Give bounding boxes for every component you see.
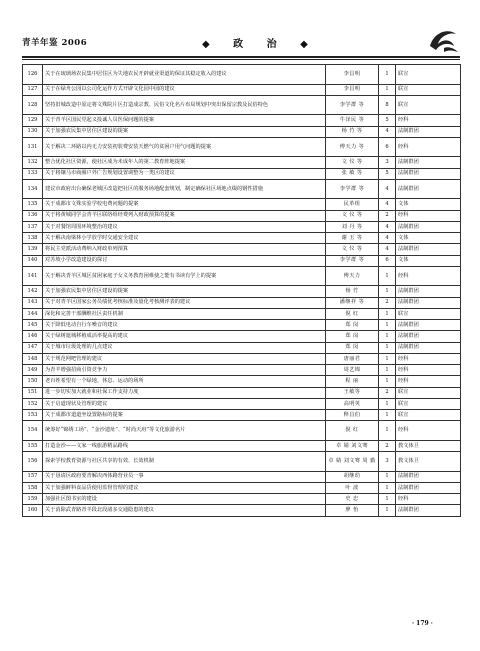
proposer: 高明英: [326, 398, 379, 409]
handling-category: 经科: [396, 421, 461, 441]
proposal-title: 坚持旧城改造中原定将文殊院片区打造成宗教、民俗文化名片布局规划中突出保留宗教及民俗特色: [43, 95, 326, 115]
proposer: 杨 竹 等: [326, 126, 379, 137]
proposer: 杨 竹: [326, 286, 379, 297]
proposal-title: 统筹好“锦绣工场”、“金沙遗址”、“时尚天府”等文化旅游名片: [43, 421, 326, 441]
proposal-title: 关于降低电动自行车噪音的建议: [43, 320, 326, 331]
table-row: [23, 266, 461, 286]
row-number: 157: [23, 471, 43, 482]
proposal-title: 关于加强农民集中居住区建设的提案: [43, 126, 326, 137]
table-row: [23, 297, 461, 308]
table-row: [23, 255, 461, 266]
handling-category: 联宣: [396, 410, 461, 421]
proposal-title: 整合优化社区资源，使社区成为未成年人的第二教育阵地提案: [43, 157, 326, 168]
row-number: 149: [23, 365, 43, 376]
proposal-title: 关于对青羊区国家公务员绩优考核标准及量化考核测评表的建议: [43, 297, 326, 308]
proposer: 傅天力: [326, 266, 379, 286]
table-row: [23, 157, 461, 168]
signer-count: 2: [379, 297, 396, 308]
handling-category: 经科: [396, 376, 461, 387]
proposer: 郑 闵: [326, 342, 379, 353]
proposer: 卓 婧 刘文骞: [326, 440, 379, 451]
row-number: 128: [23, 95, 43, 115]
proposal-title: 关于启道现状及管理的建议: [43, 398, 326, 409]
handling-category: 联宣: [396, 398, 461, 409]
table-row: [23, 308, 461, 319]
handling-category: 法制群团: [396, 482, 461, 493]
table-row: [23, 353, 461, 364]
signer-count: 8: [379, 95, 396, 115]
table-row: [23, 331, 461, 342]
handling-category: 法制群团: [396, 471, 461, 482]
signer-count: 6: [379, 255, 396, 266]
table-row: [23, 452, 461, 472]
signer-count: 1: [379, 266, 396, 286]
signer-count: 1: [379, 84, 396, 95]
section-title: ◆ 政 治 ◆: [202, 39, 318, 50]
handling-category: 法制群团: [396, 297, 461, 308]
handling-category: 法制群团: [396, 342, 461, 353]
handling-category: 联宣: [396, 65, 461, 85]
table-row: [23, 210, 461, 221]
row-number: 150: [23, 376, 43, 387]
proposer: 张 敏 等: [326, 168, 379, 179]
row-number: 130: [23, 126, 43, 137]
row-number: 151: [23, 387, 43, 398]
proposer: 周艺锦: [326, 365, 379, 376]
proposal-title: 关于在绿舟公园以公司化运作方式开辟文化园中园的建议: [43, 84, 326, 95]
table-row: [23, 137, 461, 157]
row-number: 141: [23, 266, 43, 286]
handling-category: 文体: [396, 199, 461, 210]
handling-category: 文体: [396, 233, 461, 244]
handling-category: 教文体卫: [396, 452, 461, 472]
proposal-title: 关于对餐馆周围环境整治的建议: [43, 221, 326, 232]
proposer: 卓 婧 刘文骞 周 勤: [326, 452, 379, 472]
handling-category: 联宣: [396, 387, 461, 398]
handling-category: 经科: [396, 494, 461, 505]
proposer: 叶 波: [326, 482, 379, 493]
proposal-title: 探索学校教育资源与社区共享的有效、长效机制: [43, 452, 326, 472]
proposer: 倪 红: [326, 308, 379, 319]
proposer: 廖 怡: [326, 505, 379, 516]
proposal-title: 关于城市垃圾处理的几点建议: [43, 342, 326, 353]
proposer: 程 丽: [326, 376, 379, 387]
handling-category: 经科: [396, 266, 461, 286]
proposal-title: 关于将黄城同学会青羊区联络组经费列入财政预算的提案: [43, 210, 326, 221]
proposal-title: 关于解决二环路以内无力安装初装费安装天燃气的贫困户用气问题的提案: [43, 137, 326, 157]
table-row: [23, 398, 461, 409]
row-number: 153: [23, 410, 43, 421]
handling-category: 教文体卫: [396, 440, 461, 451]
proposal-title: 打造金沙——文家一线旅游精品路线: [43, 440, 326, 451]
signer-count: 4: [379, 199, 396, 210]
table-row: [23, 440, 461, 451]
proposer: 胡继幼: [326, 471, 379, 482]
handling-category: 法制群团: [396, 244, 461, 255]
row-number: 142: [23, 286, 43, 297]
proposal-title: 关于解决青羊区城区贫困家庭子女义务教育困难使之能有书读有学上的提案: [43, 266, 326, 286]
row-number: 146: [23, 331, 43, 342]
table-row: [23, 84, 461, 95]
proposer: 王敏等: [326, 387, 379, 398]
row-number: 159: [23, 494, 43, 505]
table-row: [23, 286, 461, 297]
signer-count: 4: [379, 221, 396, 232]
proposal-title: 关于加强农民集中居住区建设的提案: [43, 286, 326, 297]
signer-count: 1: [379, 421, 396, 441]
signer-count: 1: [379, 494, 396, 505]
handling-category: 联宣: [396, 95, 461, 115]
handling-category: 法制群团: [396, 221, 461, 232]
handling-category: 法制群团: [396, 320, 461, 331]
handling-category: 法制群团: [396, 179, 461, 199]
proposer: 倪 红: [326, 421, 379, 441]
proposal-title: 关于在琉璃场农民集中居住区为失地农民开辟就业渠道的保证其稳定收入的建议: [43, 65, 326, 85]
row-number: 144: [23, 308, 43, 319]
yearbook-logo-icon: [426, 24, 462, 54]
handling-category: 经科: [396, 137, 461, 157]
proposer: 李昌明: [326, 84, 379, 95]
proposer: 民革组: [326, 199, 379, 210]
proposer: 牛泽民 等: [326, 115, 379, 126]
proposal-title: 关于加强鲜料食品货使用监督管理的建议: [43, 482, 326, 493]
signer-count: 2: [379, 387, 396, 398]
table-row: [23, 126, 461, 137]
row-number: 138: [23, 233, 43, 244]
table-row: [23, 168, 461, 179]
row-number: 136: [23, 210, 43, 221]
handling-category: 文体: [396, 255, 461, 266]
row-number: 152: [23, 398, 43, 409]
row-number: 127: [23, 84, 43, 95]
proposer: 李学群 等: [326, 179, 379, 199]
handling-category: 法制群团: [396, 126, 461, 137]
handling-category: 经科: [396, 365, 461, 376]
signer-count: 3: [379, 157, 396, 168]
table-row: [23, 376, 461, 387]
proposal-title: 关于青羊区国民党起义投诚人员医保问题的提案: [43, 115, 326, 126]
proposal-title: 关于消除武青路青羊段北段諸多交通隐患的建议: [43, 505, 326, 516]
table-row: [23, 95, 461, 115]
proposer: 李学群 等: [326, 95, 379, 115]
proposal-title: 关于成都市文殊实验学校电费问题的提案: [43, 199, 326, 210]
row-number: 129: [23, 115, 43, 126]
row-number: 139: [23, 244, 43, 255]
proposer: 李昌明: [326, 65, 379, 85]
signer-count: 1: [379, 286, 396, 297]
table-row: [23, 365, 461, 376]
yearbook-title: 青羊年鉴 2006: [22, 38, 88, 48]
signer-count: 1: [379, 353, 396, 364]
signer-count: 1: [379, 505, 396, 516]
table-row: [23, 199, 461, 210]
signer-count: 6: [379, 137, 396, 157]
handling-category: 经科: [396, 115, 461, 126]
proposal-title: 加强社区图书室的建设: [43, 494, 326, 505]
row-number: 132: [23, 157, 43, 168]
row-number: 158: [23, 482, 43, 493]
proposer: 郑 闵: [326, 320, 379, 331]
row-number: 147: [23, 342, 43, 353]
proposal-title: 关于将镶马市商圈户外广告规划设置调整为一类区的建议: [43, 168, 326, 179]
signer-count: 1: [379, 65, 396, 85]
table-row: [23, 221, 461, 232]
table-row: [23, 342, 461, 353]
row-number: 145: [23, 320, 43, 331]
signer-count: 1: [379, 331, 396, 342]
table-row: [23, 65, 461, 85]
handling-category: 法制群团: [396, 331, 461, 342]
handling-category: 经科: [396, 353, 461, 364]
signer-count: 3: [379, 452, 396, 472]
signer-count: 5: [379, 115, 396, 126]
row-number: 134: [23, 179, 43, 199]
row-number: 148: [23, 353, 43, 364]
proposer: 傅天力 等: [326, 137, 379, 157]
signer-count: 1: [379, 376, 396, 387]
handling-category: 联宣: [396, 308, 461, 319]
proposer: 文 仪 等: [326, 157, 379, 168]
table-row: [23, 115, 461, 126]
row-number: 131: [23, 137, 43, 157]
proposal-title: 为青羊增强招商引资竞争力: [43, 365, 326, 376]
signer-count: 1: [379, 308, 396, 319]
proposer: 刘 丹 等: [326, 221, 379, 232]
proposer: 文 仪 等: [326, 210, 379, 221]
proposer: 文 仪 等: [326, 244, 379, 255]
proposal-title: 关于恳请区政府要青解决西体路营业员一事: [43, 471, 326, 482]
proposer: 释昌伯: [326, 410, 379, 421]
signer-count: 2: [379, 210, 396, 221]
table-row: [23, 471, 461, 482]
signer-count: 1: [379, 482, 396, 493]
row-number: 155: [23, 440, 43, 451]
table-row: [23, 494, 461, 505]
handling-category: 法制群团: [396, 157, 461, 168]
table-row: [23, 320, 461, 331]
proposer: 唐丽君: [326, 353, 379, 364]
proposal-title: 深化和完善干部酬维社区责任机制: [43, 308, 326, 319]
signer-count: 1: [379, 365, 396, 376]
proposer: 潘继祥 等: [326, 297, 379, 308]
proposal-title: 建议市政府出台确保老城区改造把社区的服务场地配套规划，制定确保社区场地点缀的钢性措施: [43, 179, 326, 199]
page-header: [22, 30, 460, 54]
proposer: 郑 闵: [326, 331, 379, 342]
table-row: [23, 233, 461, 244]
signer-count: 1: [379, 471, 396, 482]
signer-count: 4: [379, 179, 396, 199]
proposal-title: 进一步切实加大就业和社保工作支持力度: [43, 387, 326, 398]
table-row: [23, 244, 461, 255]
row-number: 143: [23, 297, 43, 308]
signer-count: 5: [379, 168, 396, 179]
signer-count: 4: [379, 126, 396, 137]
table-row: [23, 505, 461, 516]
table-row: [23, 482, 461, 493]
header-rule-thick: [22, 56, 460, 58]
proposer: 李学群 等: [326, 255, 379, 266]
proposal-title: 关于绿树遮城移植成活率提高的建议: [43, 331, 326, 342]
row-number: 140: [23, 255, 43, 266]
proposal-rows: [23, 65, 461, 517]
handling-category: 法制群团: [396, 168, 461, 179]
signer-count: 1: [379, 342, 396, 353]
row-number: 135: [23, 199, 43, 210]
signer-count: 1: [379, 320, 396, 331]
page-number: · 179 ·: [412, 620, 433, 627]
header-rule-thin: [22, 59, 460, 60]
row-number: 160: [23, 505, 43, 516]
row-number: 133: [23, 168, 43, 179]
table-row: [23, 387, 461, 398]
handling-category: 法制群团: [396, 505, 461, 516]
proposal-title: 关于解决南梁林小学放学时交通安全建议: [43, 233, 326, 244]
proposal-title: 老百姓希望有一个绿地、休息、运动的场所: [43, 376, 326, 387]
proposal-title: 对苏坡小学改造建设的探讨: [43, 255, 326, 266]
row-number: 154: [23, 421, 43, 441]
table-row: [23, 410, 461, 421]
proposal-title: 将民主党派活动费纳入财政单列预算: [43, 244, 326, 255]
table-row: [23, 179, 461, 199]
signer-count: 2: [379, 440, 396, 451]
signer-count: 1: [379, 410, 396, 421]
row-number: 156: [23, 452, 43, 472]
proposer: 谢 玉 等: [326, 233, 379, 244]
row-number: 137: [23, 221, 43, 232]
handling-category: 经科: [396, 210, 461, 221]
signer-count: 4: [379, 244, 396, 255]
table-row: [23, 421, 461, 441]
proposal-title: 关于规范网吧管理的建议: [43, 353, 326, 364]
row-number: 126: [23, 65, 43, 85]
signer-count: 4: [379, 233, 396, 244]
signer-count: 1: [379, 398, 396, 409]
proposer: 史 忠: [326, 494, 379, 505]
handling-category: 法制群团: [396, 286, 461, 297]
proposal-table: [22, 64, 461, 517]
proposal-title: 关于成都市道道坐设置路标的提案: [43, 410, 326, 421]
handling-category: 联宣: [396, 84, 461, 95]
